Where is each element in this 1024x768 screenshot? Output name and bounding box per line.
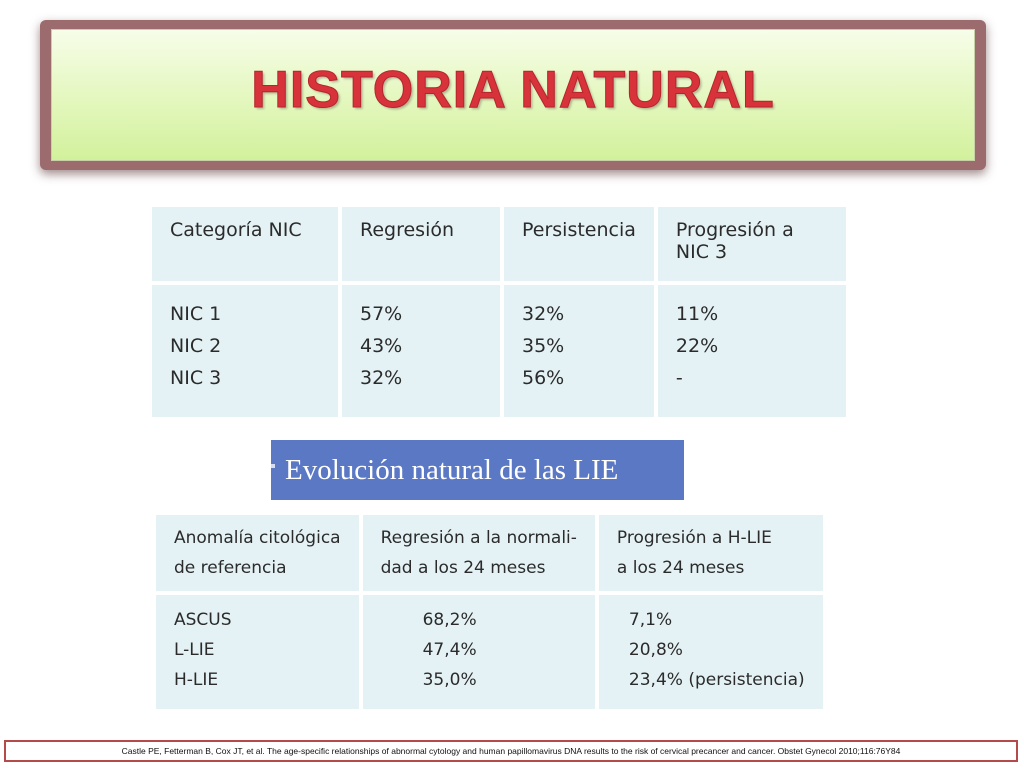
title-box xyxy=(51,29,975,161)
header-line: a los 24 meses xyxy=(616,558,745,578)
table-cell: 43% xyxy=(360,335,403,357)
table-header-row xyxy=(152,207,846,281)
table-cell: 32% xyxy=(522,303,565,325)
lie-evolution-table xyxy=(152,511,827,713)
table-cell: 23,4% (persistencia) xyxy=(628,670,805,690)
header-line: Progresión a H-LIE xyxy=(616,528,772,548)
header-line: dad a los 24 meses xyxy=(380,558,546,578)
table-cell: 57% xyxy=(360,303,403,325)
table-cell: NIC 1 xyxy=(170,303,222,325)
slide-title: HISTORIA NATURAL xyxy=(251,61,775,119)
progression-column xyxy=(599,595,823,709)
table-cell: NIC 2 xyxy=(170,335,222,357)
table-cell: 20,8% xyxy=(628,640,683,660)
header-line: Regresión a la normali- xyxy=(380,528,577,548)
banner-marker xyxy=(271,464,275,468)
table-cell: NIC 3 xyxy=(170,367,222,389)
table-header-row xyxy=(156,515,823,591)
table-cell: 35,0% xyxy=(422,670,477,690)
regression-column xyxy=(363,595,595,709)
progression-column xyxy=(658,285,846,417)
table-body-row xyxy=(152,285,846,417)
section-banner xyxy=(271,440,684,500)
header-cell xyxy=(363,515,595,591)
header-line: de referencia xyxy=(174,558,287,578)
table-cell: 7,1% xyxy=(628,610,673,630)
category-column xyxy=(152,285,338,417)
table-cell: - xyxy=(675,367,683,389)
table-cell: 32% xyxy=(360,367,403,389)
header-cell: Regresión xyxy=(342,207,500,281)
citation-text: Castle PE, Fetterman B, Cox JT, et al. The age-specific relationships of abnormal cytology and human papillomavirus DNA results to the risk of cervical precancer and cancer. Obstet Gynecol 2010;116:76Y84 xyxy=(121,746,901,756)
table-cell: H-LIE xyxy=(174,670,219,690)
header-cell: Categoría NIC xyxy=(152,207,338,281)
table-cell: ASCUS xyxy=(174,610,232,630)
table-cell: 68,2% xyxy=(422,610,477,630)
table-cell: 11% xyxy=(675,303,719,325)
nic-evolution-table xyxy=(148,203,850,421)
persistence-column xyxy=(504,285,654,417)
header-cell: Progresión a NIC 3 xyxy=(658,207,846,281)
table-body-row xyxy=(156,595,823,709)
table-cell: 22% xyxy=(675,335,719,357)
header-cell xyxy=(156,515,359,591)
table-cell: 56% xyxy=(522,367,565,389)
banner-label: Evolución natural de las LIE xyxy=(285,453,619,486)
citation-footer xyxy=(4,740,1018,762)
table-cell: 47,4% xyxy=(422,640,477,660)
header-cell xyxy=(599,515,823,591)
header-line: Anomalía citológica xyxy=(174,528,341,548)
table-cell: 35% xyxy=(522,335,565,357)
regression-column xyxy=(342,285,500,417)
anomaly-column xyxy=(156,595,359,709)
table-cell: L-LIE xyxy=(174,640,215,660)
header-cell: Persistencia xyxy=(504,207,654,281)
